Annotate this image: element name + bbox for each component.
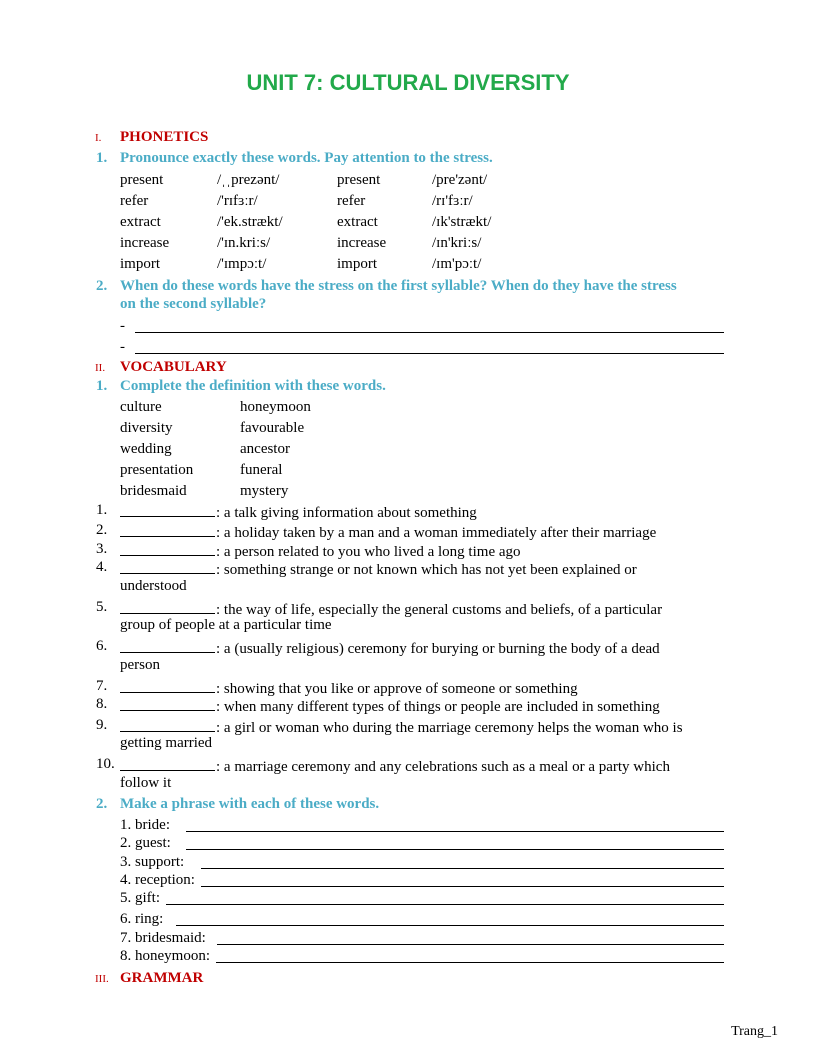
phrase-answer-line[interactable]	[186, 831, 724, 832]
phrase-label: 6. ring:	[120, 911, 164, 927]
item-number: 3.	[96, 541, 108, 557]
definition-item	[120, 502, 477, 522]
blank-field[interactable]	[120, 678, 215, 693]
phrase-answer-line[interactable]	[201, 886, 724, 887]
word: bridesmaid	[120, 483, 187, 499]
item-number: 7.	[96, 678, 108, 694]
item-number: 10.	[96, 756, 115, 772]
word: funeral	[240, 462, 283, 478]
definition-cont: group of people at a particular time	[120, 617, 332, 633]
task-instruction: Complete the definition with these words.	[120, 378, 386, 394]
definition-text: : when many different types of things or people are included in something	[216, 699, 660, 715]
phrase-answer-line[interactable]	[166, 904, 724, 905]
blank-field[interactable]	[120, 522, 215, 537]
phrase-answer-line[interactable]	[217, 944, 724, 945]
item-number: 5.	[96, 599, 108, 615]
definition-text: : a talk giving information about something	[216, 505, 477, 521]
phrase-label: 7. bridesmaid:	[120, 930, 206, 946]
word: import	[120, 256, 160, 272]
blank-field[interactable]	[120, 638, 215, 653]
phonetic: /ɪn'kriːs/	[432, 235, 482, 251]
page-footer: Trang_1	[731, 1024, 778, 1039]
definition-text: : a girl or woman who during the marriage ceremony helps the woman who is	[216, 720, 683, 736]
word: import	[337, 256, 377, 272]
definition-cont: person	[120, 657, 160, 673]
task-instruction: Make a phrase with each of these words.	[120, 796, 380, 812]
phonetic: /pre'zənt/	[432, 172, 488, 188]
section-number: II.	[95, 362, 106, 374]
blank-field[interactable]	[120, 717, 215, 732]
dash: -	[120, 339, 125, 355]
word: honeymoon	[240, 399, 311, 415]
word: increase	[337, 235, 387, 251]
task-instruction-cont: on the second syllable?	[120, 296, 267, 312]
item-number: 8.	[96, 696, 108, 712]
definition-item	[120, 678, 578, 698]
definition-item	[120, 541, 521, 561]
phrase-label: 5. gift:	[120, 890, 160, 906]
dash: -	[120, 318, 125, 334]
phonetic: /ˌˌprezənt/	[217, 172, 280, 188]
item-number: 1.	[96, 502, 108, 518]
section-number: I.	[95, 132, 102, 144]
answer-line[interactable]	[135, 332, 724, 333]
answer-line[interactable]	[135, 353, 724, 354]
word: wedding	[120, 441, 172, 457]
definition-item	[120, 638, 660, 658]
phrase-label: 4. reception:	[120, 872, 195, 888]
phrase-label: 1. bride:	[120, 817, 170, 833]
word: increase	[120, 235, 170, 251]
item-number: 4.	[96, 559, 108, 575]
task-instruction: When do these words have the stress on the first syllable? When do they have the stress	[120, 278, 677, 294]
definition-text: : showing that you like or approve of someone or something	[216, 681, 578, 697]
phonetic: /'ek.strækt/	[217, 214, 283, 230]
definition-item	[120, 599, 662, 619]
word: present	[337, 172, 381, 188]
word: presentation	[120, 462, 194, 478]
phonetic: /rɪ'fɜːr/	[432, 193, 473, 209]
word: favourable	[240, 420, 305, 436]
definition-cont: follow it	[120, 775, 172, 791]
definition-item	[120, 522, 656, 542]
word: mystery	[240, 483, 289, 499]
word: extract	[120, 214, 161, 230]
definition-item	[120, 756, 670, 776]
phrase-answer-line[interactable]	[186, 849, 724, 850]
definition-item	[120, 717, 683, 737]
word: diversity	[120, 420, 173, 436]
section-heading-phonetics: PHONETICS	[120, 129, 209, 145]
task-number: 2.	[96, 278, 108, 294]
section-number: III.	[95, 973, 109, 985]
blank-field[interactable]	[120, 502, 215, 517]
task-number: 2.	[96, 796, 108, 812]
definition-text: : something strange or not known which has not yet been explained or	[216, 562, 637, 578]
phonetic: /'ɪn.kriːs/	[217, 235, 271, 251]
definition-item	[120, 696, 660, 716]
word: culture	[120, 399, 162, 415]
item-number: 9.	[96, 717, 108, 733]
word: ancestor	[240, 441, 290, 457]
blank-field[interactable]	[120, 559, 215, 574]
blank-field[interactable]	[120, 696, 215, 711]
definition-text: : a (usually religious) ceremony for burying or burning the body of a dead	[216, 641, 660, 657]
task-instruction: Pronounce exactly these words. Pay attention to the stress.	[120, 150, 493, 166]
definition-text: : a holiday taken by a man and a woman immediately after their marriage	[216, 525, 657, 541]
item-number: 2.	[96, 522, 108, 538]
definition-text: : the way of life, especially the general customs and beliefs, of a particular	[216, 602, 663, 618]
section-heading-vocabulary: VOCABULARY	[120, 359, 227, 375]
blank-field[interactable]	[120, 541, 215, 556]
section-heading-grammar: GRAMMAR	[120, 970, 204, 986]
phrase-answer-line[interactable]	[201, 868, 724, 869]
phrase-label: 3. support:	[120, 854, 185, 870]
phrase-label: 2. guest:	[120, 835, 171, 851]
definition-cont: getting married	[120, 735, 213, 751]
word: refer	[337, 193, 366, 209]
task-number: 1.	[96, 378, 108, 394]
phonetic: /'ɪmpɔːt/	[217, 256, 267, 272]
word: extract	[337, 214, 378, 230]
word: refer	[120, 193, 149, 209]
task-number: 1.	[96, 150, 108, 166]
definition-cont: understood	[120, 578, 187, 594]
phonetic: /ɪm'pɔːt/	[432, 256, 482, 272]
phrase-answer-line[interactable]	[216, 962, 724, 963]
blank-field[interactable]	[120, 599, 215, 614]
definition-item	[120, 559, 637, 579]
phrase-label: 8. honeymoon:	[120, 948, 210, 964]
phonetic: /ɪk'strækt/	[432, 214, 492, 230]
word: present	[120, 172, 164, 188]
page-title: UNIT 7: CULTURAL DIVERSITY	[246, 70, 570, 95]
phrase-answer-line[interactable]	[176, 925, 724, 926]
definition-text: : a person related to you who lived a long time ago	[216, 544, 521, 560]
blank-field[interactable]	[120, 756, 215, 771]
item-number: 6.	[96, 638, 108, 654]
phonetic: /'rɪfɜːr/	[217, 193, 258, 209]
definition-text: : a marriage ceremony and any celebrations such as a meal or a party which	[216, 759, 670, 775]
